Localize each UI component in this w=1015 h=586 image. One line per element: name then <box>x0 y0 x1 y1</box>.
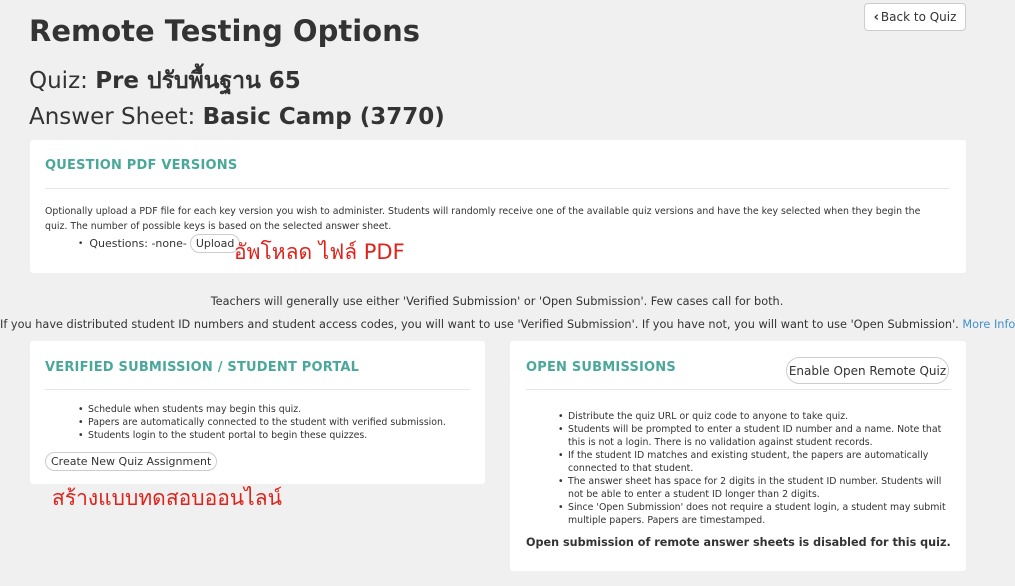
divider <box>45 389 470 390</box>
quiz-name: Pre ปรับพื้นฐาน 65 <box>95 68 301 94</box>
verified-submission-list <box>78 403 478 442</box>
answer-sheet-name: Basic Camp (3770) <box>202 104 445 130</box>
pdf-versions-title: QUESTION PDF VERSIONS <box>45 158 238 173</box>
list-item: • Since 'Open Submission' does not require a student login, a student may submit multiple papers. Papers are timestamped. <box>558 501 953 527</box>
back-to-quiz-label: Back to Quiz <box>880 10 957 24</box>
submission-note-1: Teachers will generally use either 'Verified Submission' or 'Open Submission'. Few cases call for both. <box>210 295 784 308</box>
list-item: • Distribute the quiz URL or quiz code to anyone to take quiz. <box>558 410 953 423</box>
verified-submission-panel <box>30 341 485 484</box>
verified-submission-title: VERIFIED SUBMISSION / STUDENT PORTAL <box>45 360 360 375</box>
chevron-left-icon: ‹ <box>873 9 879 25</box>
list-item: • Schedule when students may begin this quiz. <box>78 403 478 416</box>
quiz-prefix: Quiz: <box>29 68 88 94</box>
open-submissions-title: OPEN SUBMISSIONS <box>526 360 676 375</box>
back-to-quiz-button[interactable] <box>864 3 966 31</box>
submission-note-2-text: If you have distributed student ID numbers and student access codes, you will want to use 'Verified Submission'. If you have not, you will want to use 'Open Submission'. <box>0 318 959 331</box>
pdf-questions-row <box>78 234 240 253</box>
enable-open-remote-quiz-button[interactable]: Enable Open Remote Quiz <box>786 357 949 384</box>
list-item: • Students will be prompted to enter a student ID number and a name. Note that this is not a login. There is no validation against student records. <box>558 423 953 449</box>
upload-pdf-annotation: อัพโหลด ไฟล์ PDF <box>234 240 405 264</box>
open-submissions-panel <box>510 341 966 571</box>
bullet-icon: • <box>78 238 84 249</box>
upload-button[interactable]: Upload <box>190 234 241 253</box>
list-item: • Students login to the student portal to begin these quizzes. <box>78 429 478 442</box>
divider <box>45 188 949 189</box>
create-online-quiz-annotation: สร้างแบบทดสอบออนไลน์ <box>52 486 282 510</box>
open-submissions-list <box>558 410 953 527</box>
list-item: • The answer sheet has space for 2 digits in the student ID number. Students will not be able to enter a student ID longer than 2 digits. <box>558 475 953 501</box>
list-item: • Papers are automatically connected to the student with verified submission. <box>78 416 478 429</box>
answer-sheet-heading <box>29 104 445 130</box>
page-title: Remote Testing Options <box>29 14 420 48</box>
pdf-versions-description: Optionally upload a PDF file for each key version you wish to administer. Students will randomly receive one of the available quiz versions and have the key selected when they begin the quiz. The number of possible keys is based on the selected answer sheet. <box>45 206 921 232</box>
create-new-quiz-assignment-button[interactable]: Create New Quiz Assignment <box>45 452 217 471</box>
pdf-questions-label: Questions: -none- <box>89 237 187 250</box>
divider <box>526 389 951 390</box>
quiz-heading <box>29 63 301 99</box>
submission-note-2 <box>0 318 1015 331</box>
open-submission-disabled-notice: Open submission of remote answer sheets is disabled for this quiz. <box>526 536 951 549</box>
more-info-link[interactable]: More Info <box>962 318 1015 331</box>
answer-sheet-prefix: Answer Sheet: <box>29 104 196 130</box>
list-item: • If the student ID matches and existing student, the papers are automatically connected to that student. <box>558 449 953 475</box>
question-pdf-versions-panel <box>30 140 966 273</box>
